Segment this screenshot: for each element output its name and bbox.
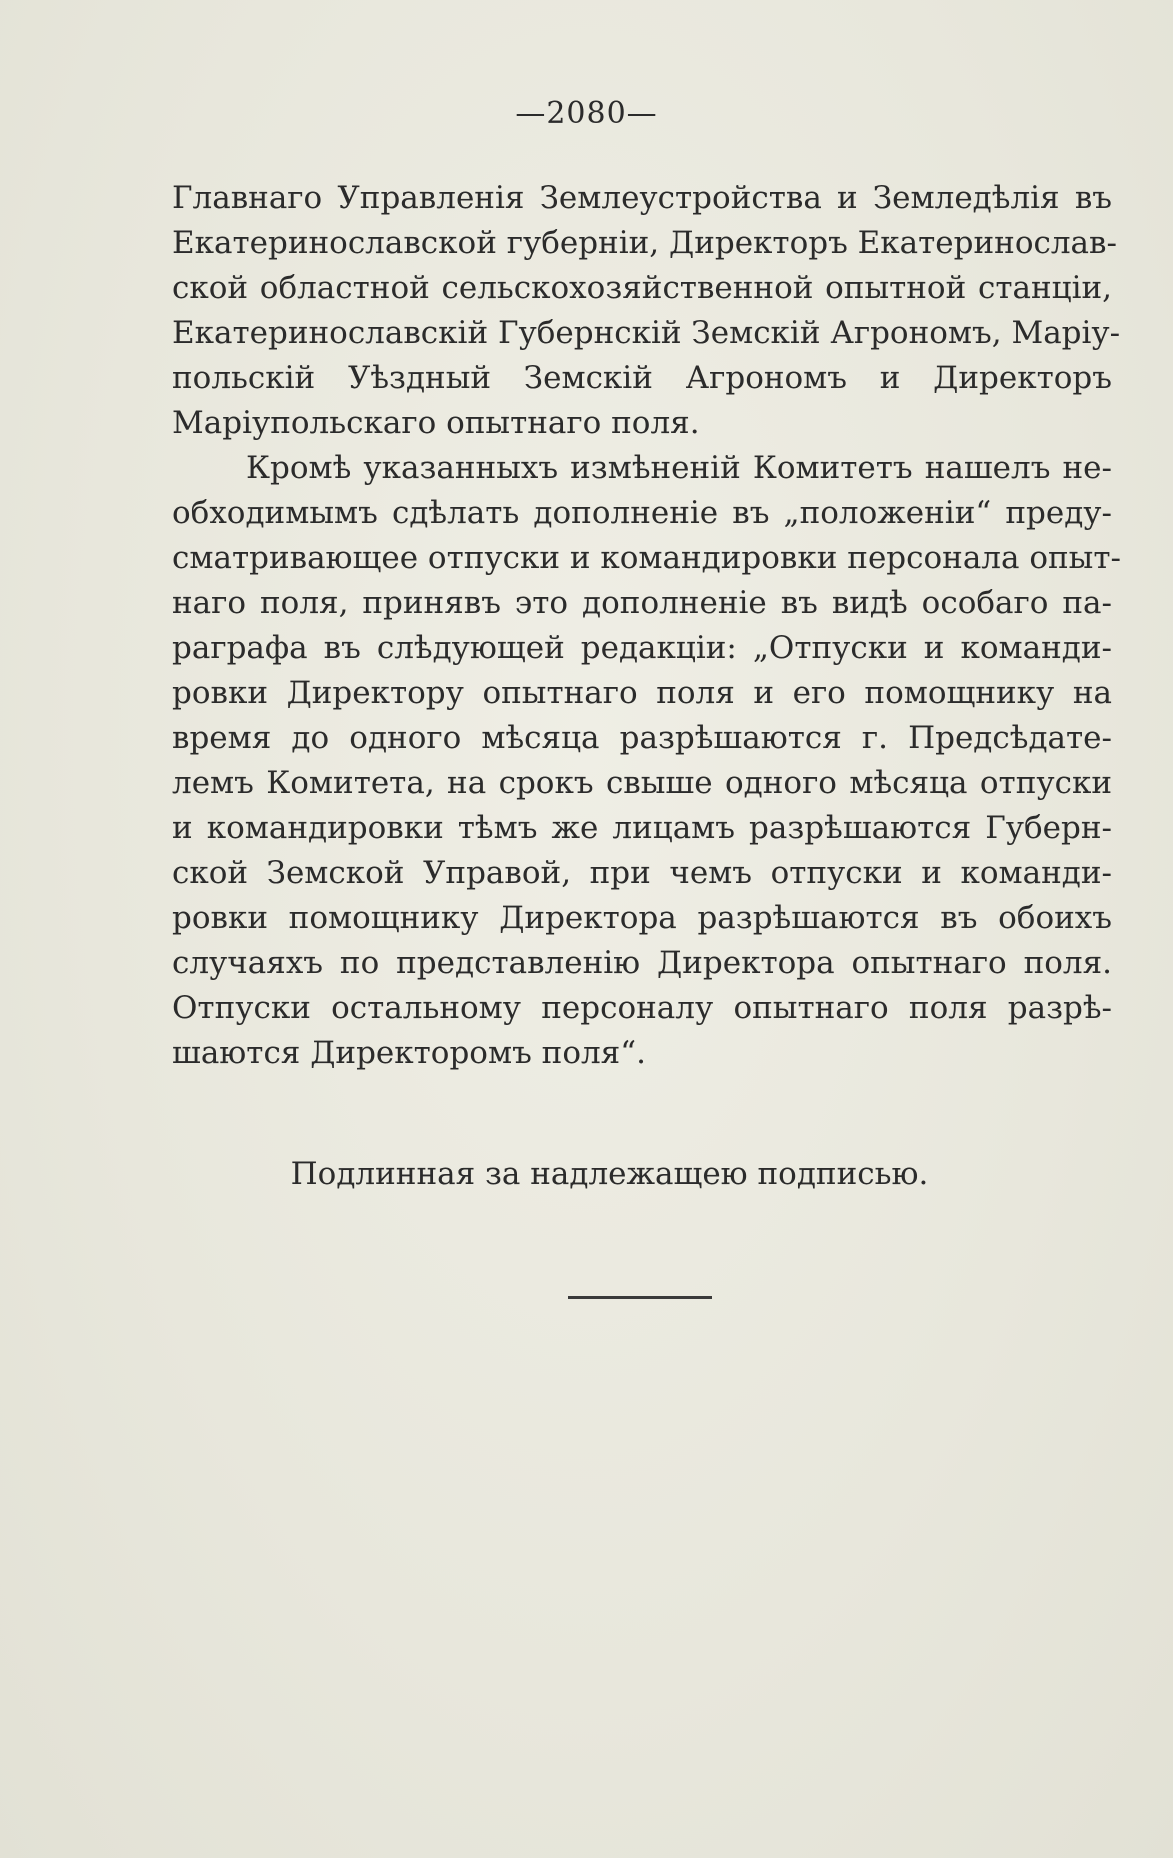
text-line: и командировки тѣмъ же лицамъ разрѣшаются Губерн- <box>172 810 1112 846</box>
text-line: Екатеринославской губерніи, Директоръ Екатеринослав- <box>172 225 1117 261</box>
text-line: лемъ Комитета, на срокъ свыше одного мѣсяца отпуски <box>172 765 1112 801</box>
text-line: раграфа въ слѣдующей редакціи: „Отпуски и команди- <box>172 630 1112 666</box>
text-line: Отпуски остальному персоналу опытнаго поля разрѣ- <box>172 990 1112 1026</box>
page-number: —2080— <box>515 96 658 131</box>
signature-note: Подлинная за надлежащею подписью. <box>290 1156 929 1192</box>
text-line: Главнаго Управленія Землеустройства и Земледѣлія въ <box>172 180 1112 216</box>
text-line: время до одного мѣсяца разрѣшаются г. Предсѣдате- <box>172 720 1112 756</box>
text-line: ровки помощнику Директора разрѣшаются въ обоихъ <box>172 900 1112 936</box>
text-line: обходимымъ сдѣлать дополненіе въ „положеніи“ преду- <box>172 495 1112 531</box>
text-line: Кромѣ указанныхъ измѣненій Комитетъ нашелъ не- <box>246 450 1112 486</box>
closing-rule <box>568 1296 712 1299</box>
text-line: польскій Уѣздный Земскій Агрономъ и Директоръ <box>172 360 1112 396</box>
text-line: ровки Директору опытнаго поля и его помощнику на <box>172 675 1112 711</box>
text-line: ской областной сельскохозяйственной опытной станціи, <box>172 270 1112 306</box>
text-line: Екатеринославскій Губернскій Земскій Агрономъ, Маріу- <box>172 315 1121 351</box>
text-line: сматривающее отпуски и командировки персонала опыт- <box>172 540 1121 576</box>
text-line: шаются Директоромъ поля“. <box>172 1035 646 1071</box>
text-line: Маріупольскаго опытнаго поля. <box>172 405 700 441</box>
body-text <box>172 176 1121 1076</box>
text-line: ской Земской Управой, при чемъ отпуски и команди- <box>172 855 1112 891</box>
text-line: случаяхъ по представленію Директора опытнаго поля. <box>172 945 1112 981</box>
text-line: наго поля, принявъ это дополненіе въ видѣ особаго па- <box>172 585 1112 621</box>
